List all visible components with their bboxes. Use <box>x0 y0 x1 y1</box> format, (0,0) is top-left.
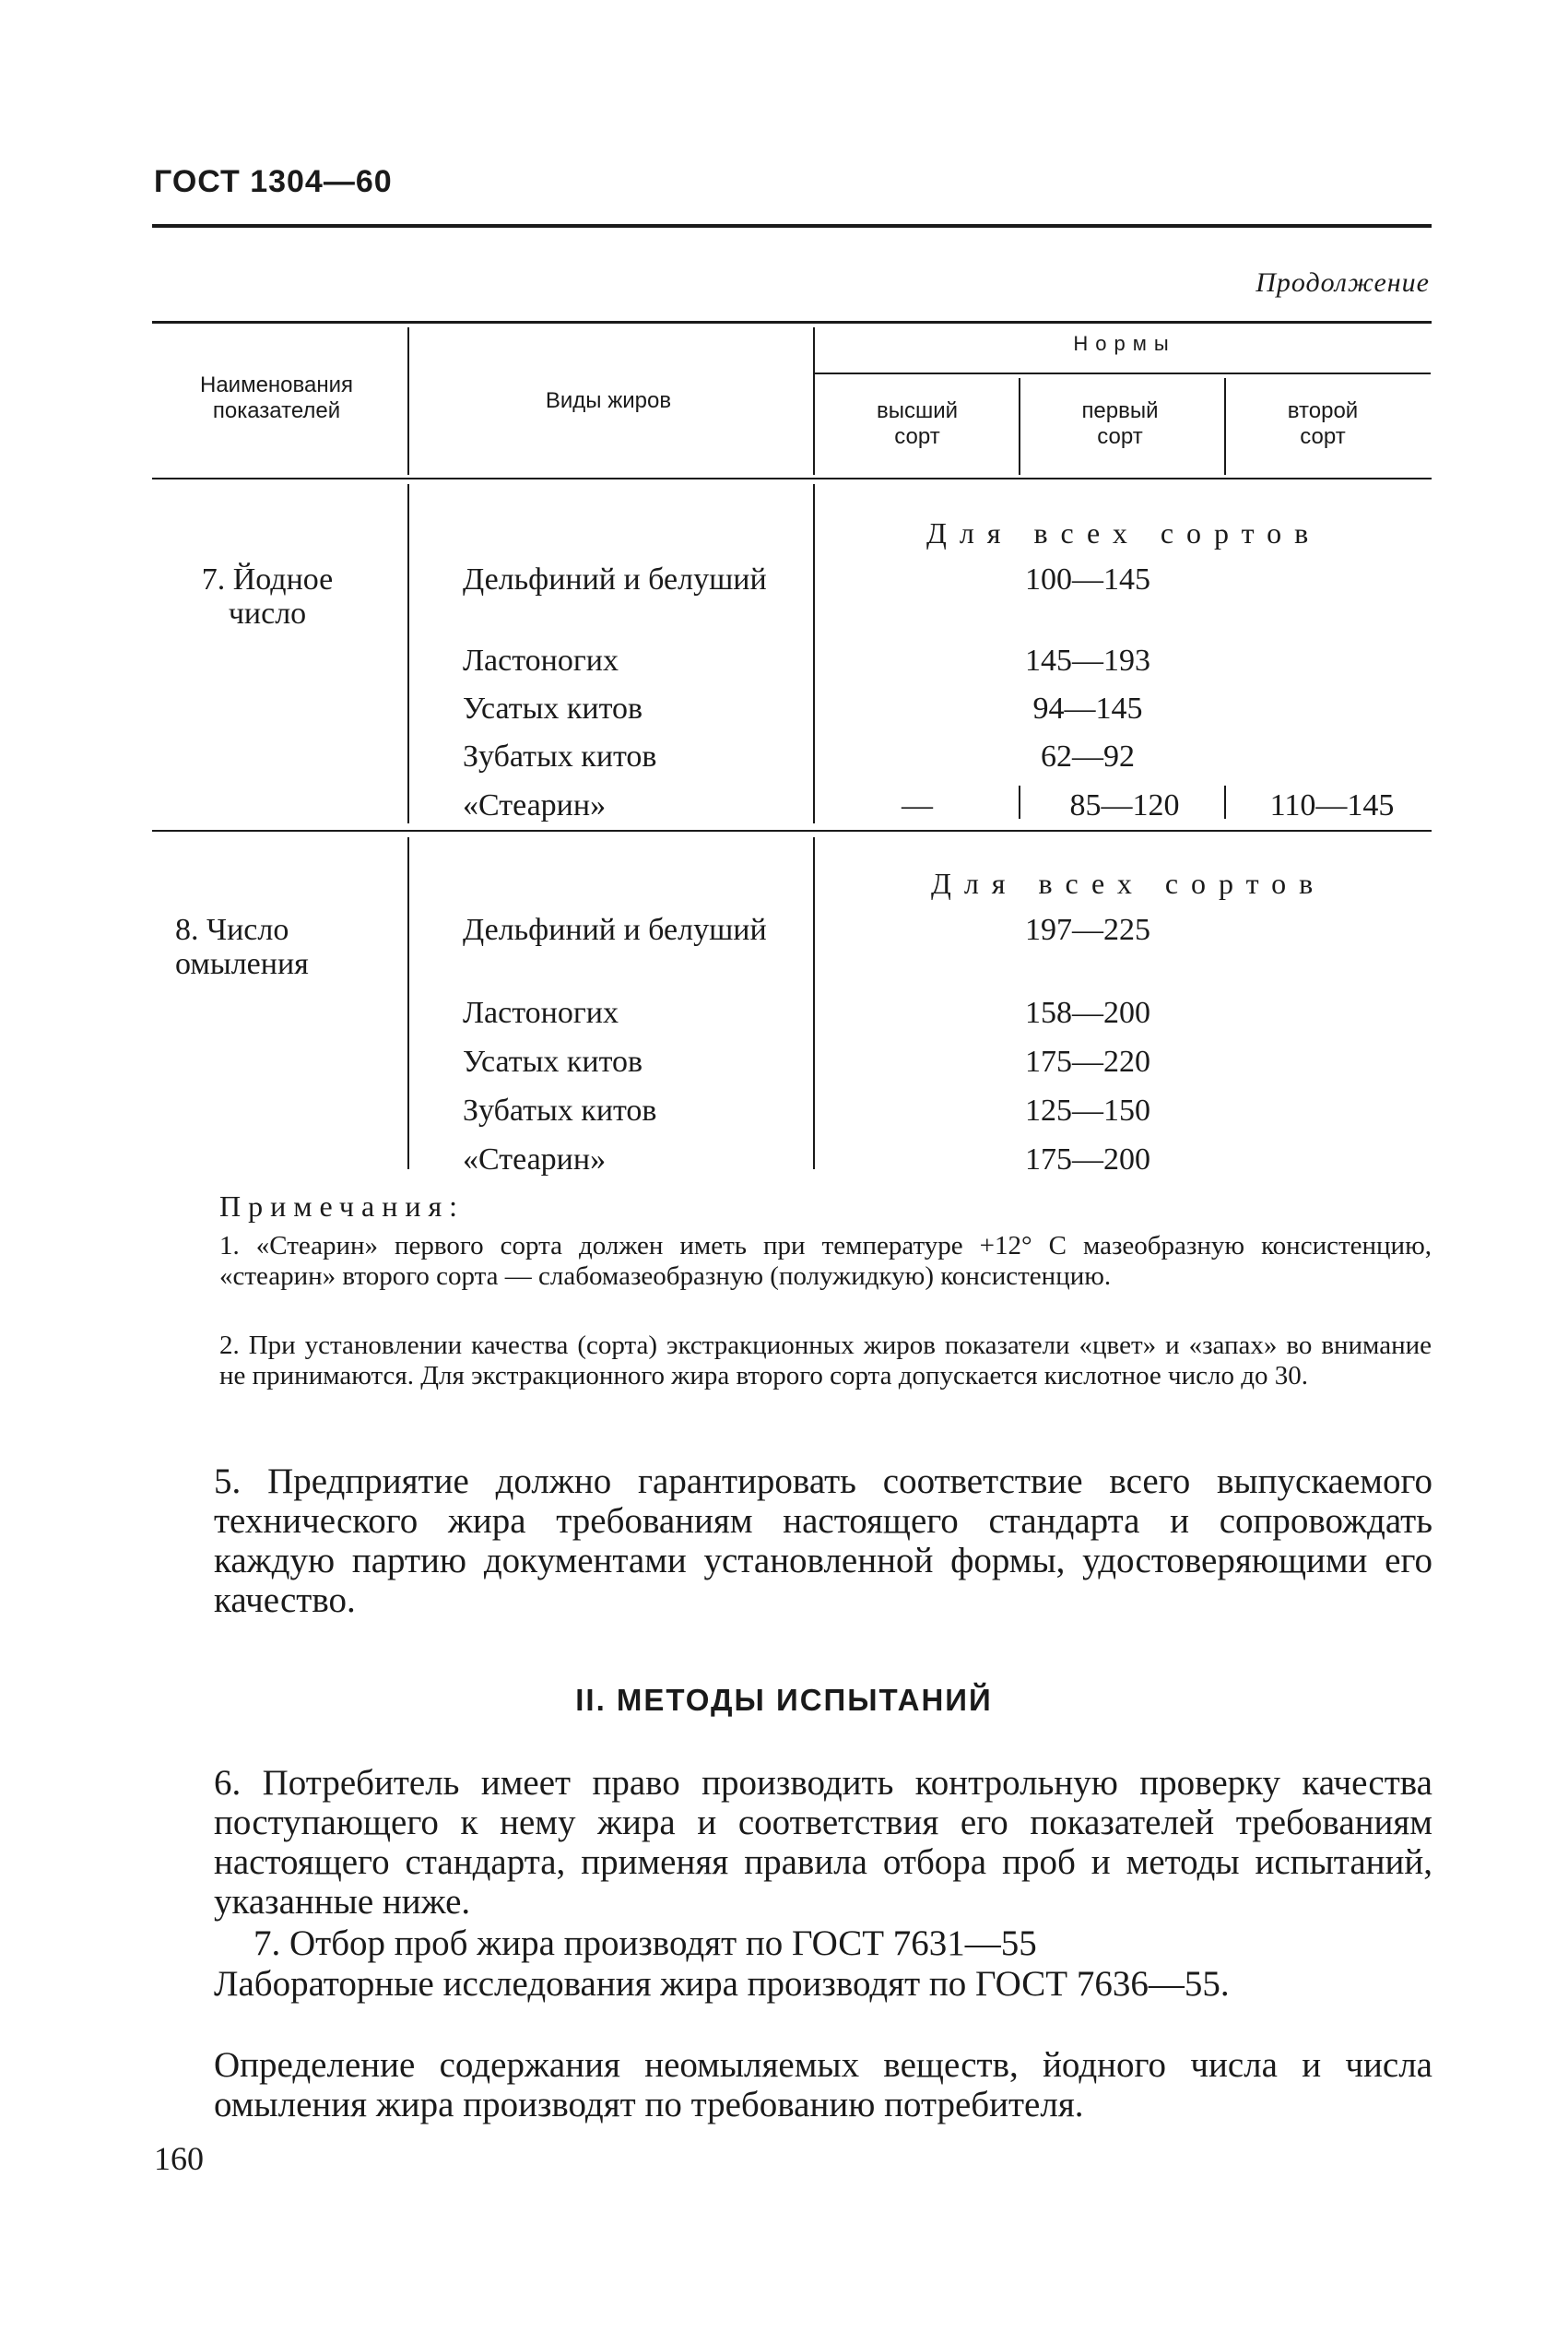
fat-type-dolphin: Дельфиний и белуший <box>463 562 767 597</box>
value-saponification-baleen-whales: 175—220 <box>1025 1045 1150 1079</box>
header-norms: Нормы <box>1073 332 1176 355</box>
value-iodine-stearin-second: 110—145 <box>1269 788 1395 822</box>
fat-type-pinnipeds: Ластоногих <box>463 644 619 678</box>
paragraph-7: 7. Отбор проб жира производят по ГОСТ 7631—55 <box>253 1923 1037 1963</box>
all-grades-label-group1: Для всех сортов <box>926 516 1322 550</box>
table-vrule-2 <box>813 327 815 475</box>
page-number: 160 <box>154 2140 204 2177</box>
paragraph-6: 6. Потребитель имеет право производить контрольную проверку качества поступающего к нему жира и соответствия его показателей требованиям настоящего стандарта, применяя правила отбора проб и методы испытаний, указанные ниже. <box>214 1763 1432 1922</box>
paragraph-7-determination: Определение содержания неомыляемых веществ, йодного числа и числа омыления жира производят по требованию потребителя. <box>214 2045 1432 2124</box>
value-iodine-baleen-whales: 94—145 <box>1032 692 1143 726</box>
fat-type-pinnipeds-2: Ластоногих <box>463 996 619 1030</box>
table-top-rule <box>152 321 1432 324</box>
value-iodine-stearin-first: 85—120 <box>1069 788 1180 822</box>
indicator-iodine-number: 7. Йодное число <box>201 562 334 632</box>
value-saponification-toothed-whales: 125—150 <box>1025 1094 1150 1128</box>
table-vrule-2-group1 <box>813 484 815 823</box>
table-vrule-1 <box>407 327 409 475</box>
header-grade-top: высший сорт <box>876 398 959 449</box>
fat-type-stearin: «Стеарин» <box>463 788 607 822</box>
table-vrule-4 <box>1224 378 1226 475</box>
header-fat-type: Виды жиров <box>545 388 672 413</box>
table-vrule-3 <box>1019 378 1020 475</box>
document-header-title: ГОСТ 1304—60 <box>154 164 393 199</box>
value-saponification-stearin: 175—200 <box>1025 1142 1150 1177</box>
paragraph-7-lab: Лабораторные исследования жира производят по ГОСТ 7636—55. <box>214 1964 1230 2004</box>
header-grade-first: первый сорт <box>1081 398 1159 449</box>
all-grades-label-group2: Для всех сортов <box>931 867 1326 900</box>
fat-type-stearin-2: «Стеарин» <box>463 1142 607 1177</box>
table-vrule-4-stearin <box>1224 786 1226 819</box>
value-saponification-pinnipeds: 158—200 <box>1025 996 1150 1030</box>
indicator-saponification-number: 8. Число омыления <box>175 913 309 982</box>
value-iodine-stearin-top: — <box>902 788 933 822</box>
table-vrule-3-stearin <box>1019 786 1020 819</box>
value-iodine-pinnipeds: 145—193 <box>1025 644 1150 678</box>
table-header-bottom-rule <box>152 478 1432 479</box>
fat-type-baleen-whales: Усатых китов <box>463 692 643 726</box>
norms-subheader-rule <box>813 373 1431 374</box>
section-title-test-methods: II. МЕТОДЫ ИСПЫТАНИЙ <box>575 1683 993 1717</box>
table-continued-label: Продолжение <box>1256 267 1430 298</box>
header-rule <box>152 224 1432 228</box>
group-separator-rule <box>152 830 1432 832</box>
fat-type-toothed-whales-2: Зубатых китов <box>463 1094 657 1128</box>
table-vrule-1-group2 <box>407 837 409 1169</box>
value-iodine-toothed-whales: 62—92 <box>1041 740 1135 774</box>
value-iodine-dolphin: 100—145 <box>1025 562 1150 597</box>
table-vrule-1-group1 <box>407 484 409 823</box>
note-item-1: 1. «Стеарин» первого сорта должен иметь при температуре +12° С мазеобразную консистенцию, «стеарин» второго сорта — слабомазеобразную (полужидкую) консистенцию. <box>219 1231 1432 1291</box>
fat-type-toothed-whales: Зубатых китов <box>463 740 657 774</box>
header-grade-second: второй сорт <box>1287 398 1359 449</box>
value-saponification-dolphin: 197—225 <box>1025 913 1150 947</box>
notes-title: Примечания: <box>219 1189 466 1223</box>
note-item-2: 2. При установлении качества (сорта) экстракционных жиров показатели «цвет» и «запах» во внимание не принимаются. Для экстракционного жира второго сорта допускается кислотное число до 30. <box>219 1331 1432 1390</box>
fat-type-baleen-whales-2: Усатых китов <box>463 1045 643 1079</box>
table-vrule-2-group2 <box>813 837 815 1169</box>
header-indicator: Наименования показателей <box>199 373 354 423</box>
paragraph-5: 5. Предприятие должно гарантировать соответствие всего выпускаемого технического жира требованиям настоящего стандарта и сопровождать каждую партию документами установленной формы, удостоверяющими его качество. <box>214 1461 1432 1620</box>
fat-type-dolphin-2: Дельфиний и белуший <box>463 913 767 947</box>
